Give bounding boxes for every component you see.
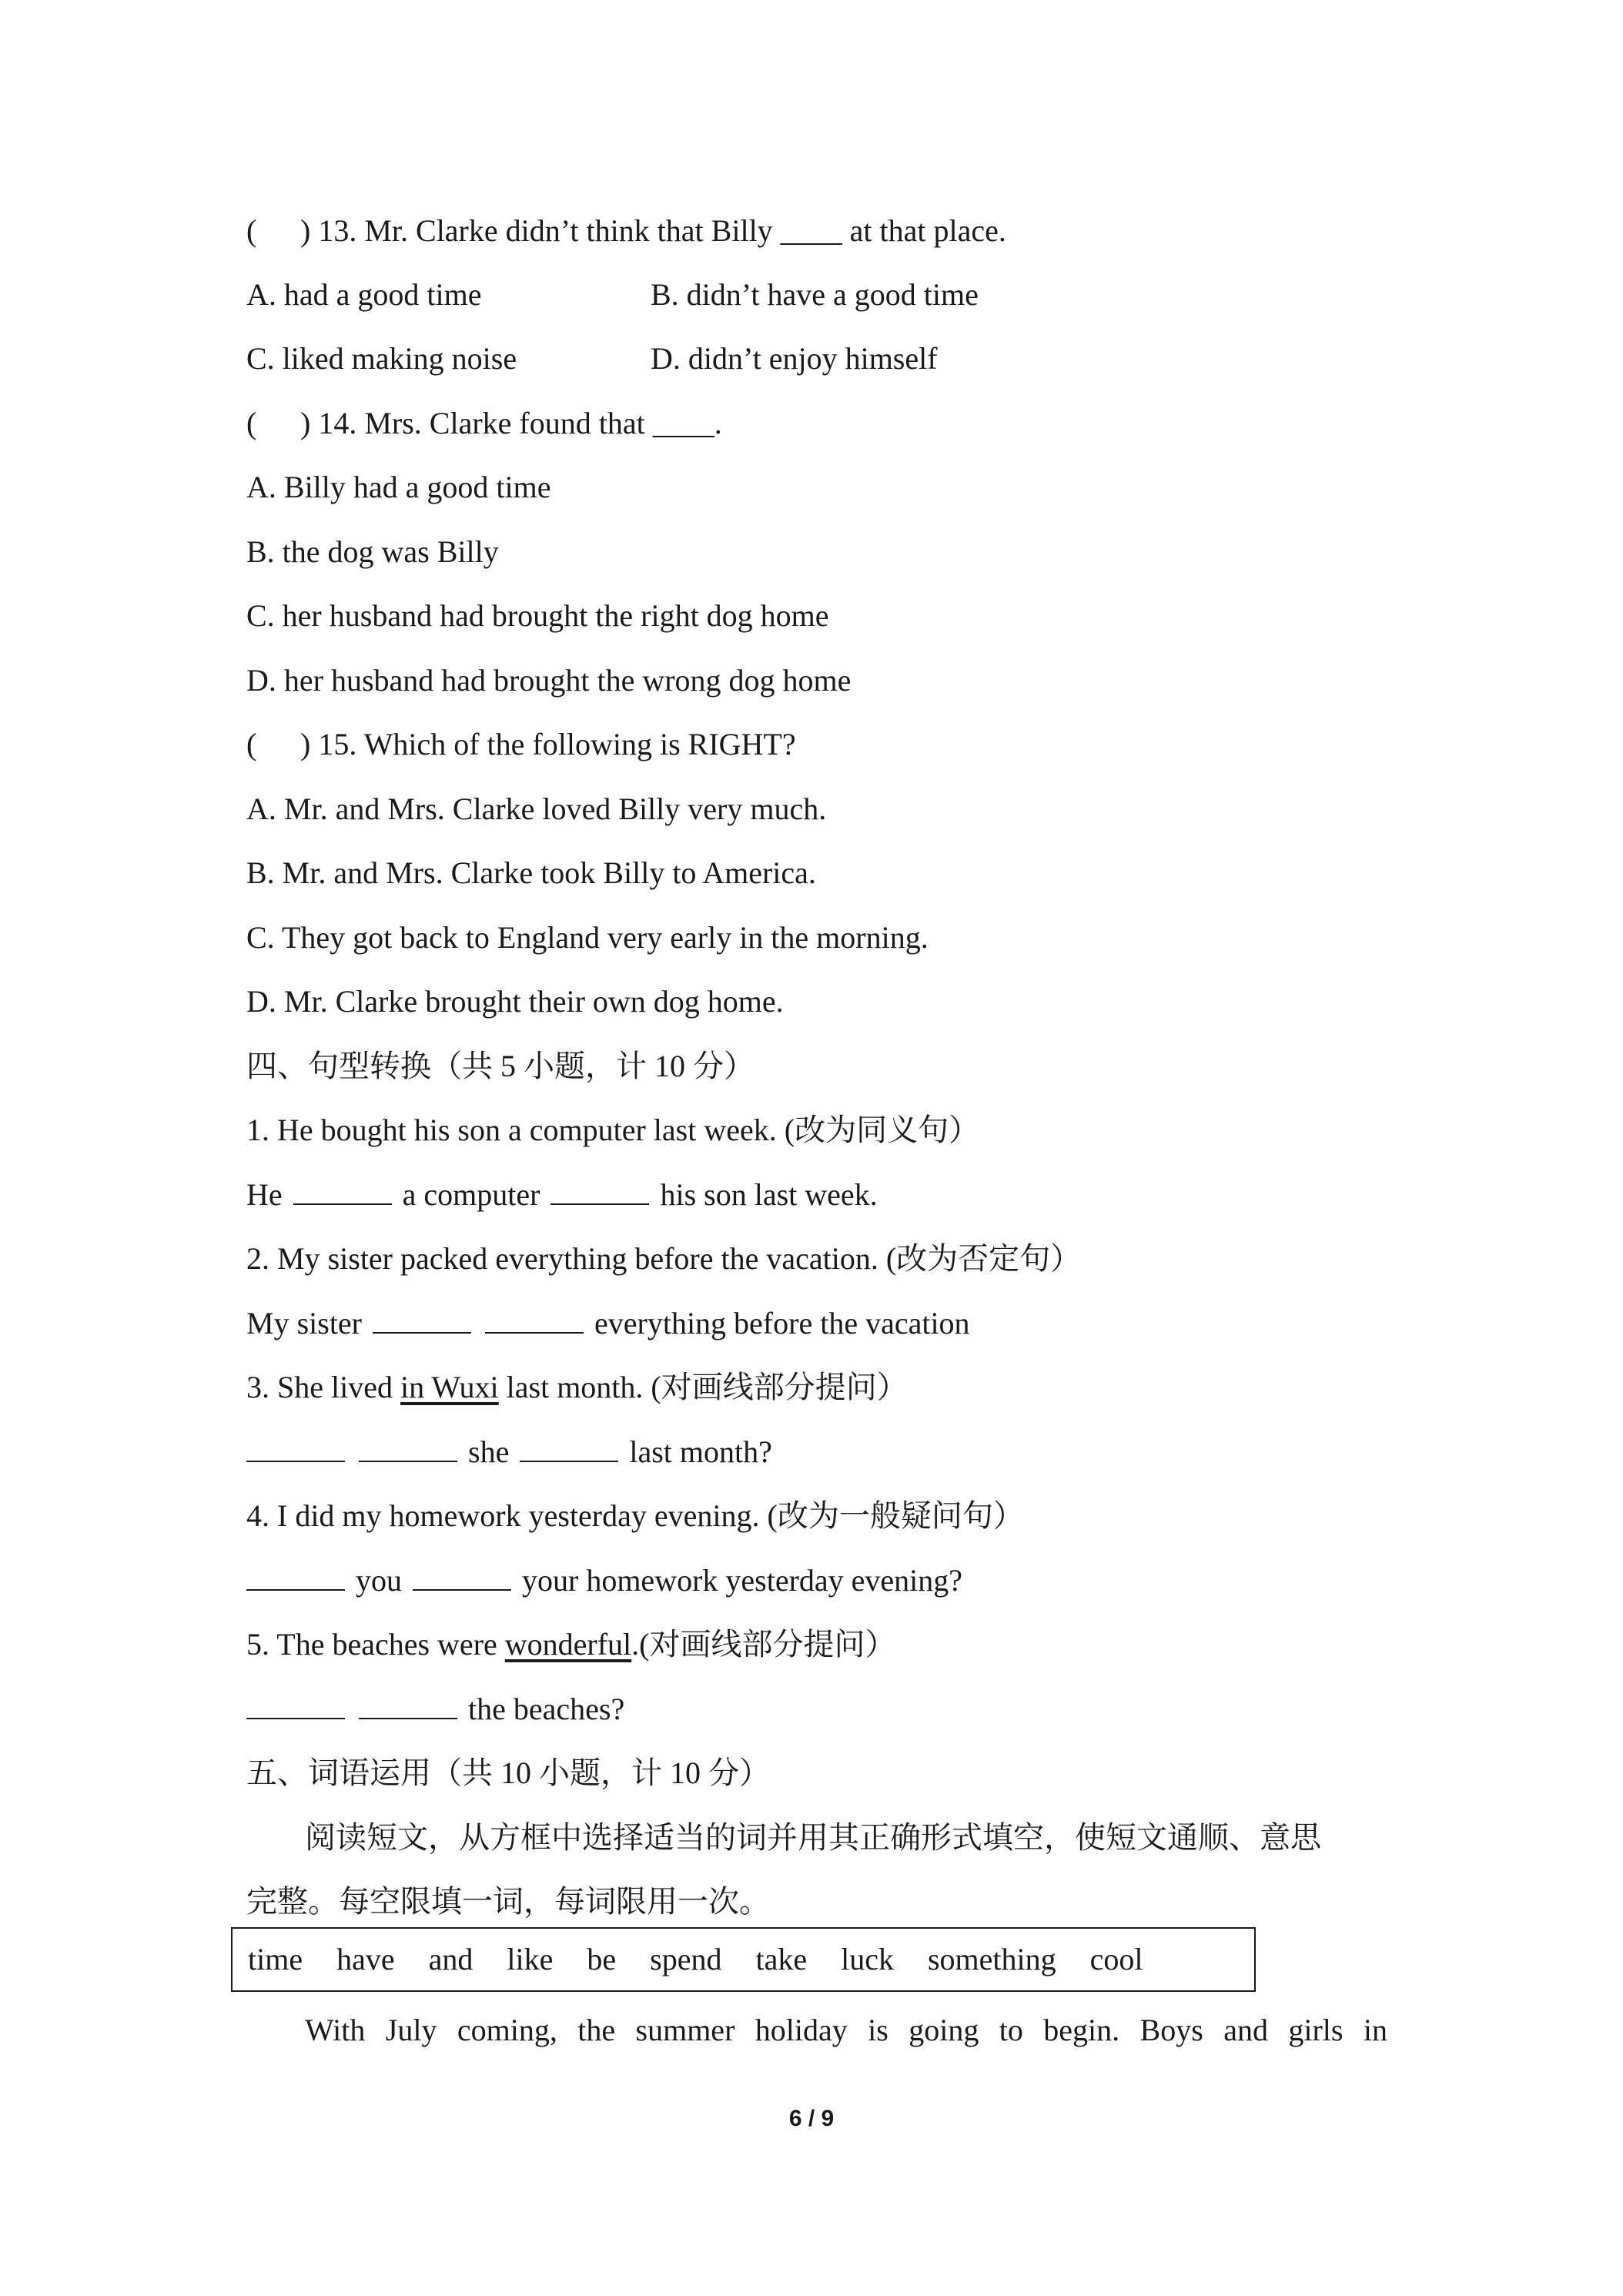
answer-blank[interactable] [520,1438,618,1462]
option-a: A. Mr. and Mrs. Clarke loved Billy very much. [246,792,827,826]
question-13-options-cd [246,336,938,382]
section-5-title: 五、词语运用（共 10 小题，计 10 分） [246,1755,770,1790]
option-a: A. Billy had a good time [246,470,551,504]
answer-blank[interactable] [246,1695,345,1719]
page-number: 6 / 9 [788,2106,835,2131]
option-d: D. her husband had brought the wrong dog home [246,663,852,698]
underlined-phrase: wonderful [504,1627,632,1662]
word-bank-item: luck [841,1942,894,1976]
answer-blank[interactable] [246,1438,345,1462]
option-d: D. didn’t enjoy himself [651,341,938,376]
transform-2-question: 2. My sister packed everything before the vacation. (改为否定句） [246,1241,1082,1276]
transform-3-answer: she last month? [246,1429,772,1475]
answer-paren-open: ( [246,213,257,248]
question-14-stem: 14. Mrs. Clarke found that ____. [318,406,722,440]
option-b: B. Mr. and Mrs. Clarke took Billy to America. [246,855,816,890]
option-c: C. her husband had brought the right dog home [246,598,829,633]
answer-paren-open: ( [246,406,257,440]
answer-blank[interactable] [373,1309,471,1334]
answer-blank[interactable] [485,1309,584,1334]
word-bank-item: something [927,1942,1056,1976]
passage-text: With July coming, the summer holiday is going to begin. Boys and girls in [305,2013,1387,2047]
option-c: C. They got back to England very early in the morning. [246,920,929,955]
section-4-title: 四、句型转换（共 5 小题，计 10 分） [246,1049,755,1083]
answer-blank[interactable] [413,1566,511,1591]
question-15 [246,721,796,768]
word-bank-item: take [755,1942,808,1976]
question-13-stem: 13. Mr. Clarke didn’t think that Billy ____ at that place. [318,213,1006,248]
word-bank-item: be [587,1942,617,1976]
answer-blank[interactable] [293,1180,392,1205]
section-5-instruction-cont: 完整。每空限填一词，每词限用一次。 [246,1884,770,1919]
word-bank-item: spend [650,1942,722,1976]
answer-paren-close: ) [300,213,311,248]
option-d: D. Mr. Clarke brought their own dog home. [246,984,784,1019]
option-b: B. the dog was Billy [246,534,499,569]
transform-1-answer: He a computer his son last week. [246,1177,878,1212]
answer-paren-close: ) [300,406,311,440]
answer-blank[interactable] [359,1438,457,1462]
question-15-stem: 15. Which of the following is RIGHT? [318,727,796,761]
transform-5-question: 5. The beaches were wonderful.(对画线部分提问） [246,1627,896,1662]
transform-5-answer: the beaches? [246,1686,624,1732]
answer-blank[interactable] [246,1566,345,1591]
word-bank-item: cool [1089,1942,1143,1976]
section-5-instruction: 阅读短文，从方框中选择适当的词并用其正确形式填空，使短文通顺、意思 [305,1820,1321,1855]
word-bank [248,1936,1170,1983]
option-b: B. didn’t have a good time [651,277,979,312]
answer-paren-open: ( [246,727,257,761]
question-13-options-ab [246,272,979,318]
answer-blank[interactable] [550,1180,649,1205]
answer-blank[interactable] [359,1695,457,1719]
transform-4-question: 4. I did my homework yesterday evening. (改为一般疑问句） [246,1498,1024,1533]
question-14 [246,400,722,447]
option-c: C. liked making noise [246,341,517,376]
word-bank-item: have [336,1942,395,1976]
word-bank-item: like [507,1942,554,1976]
word-bank-item: and [428,1942,474,1976]
option-a: A. had a good time [246,277,482,312]
word-bank-box [231,1927,1256,1992]
transform-1-question: 1. He bought his son a computer last week. (改为同义句） [246,1113,980,1147]
transform-3-question: 3. She lived in Wuxi last month. (对画线部分提问） [246,1370,908,1404]
underlined-phrase: in Wuxi [400,1370,499,1404]
question-13 [246,208,1006,254]
word-bank-item: time [248,1942,303,1976]
transform-2-answer: My sister everything before the vacation [246,1306,970,1340]
answer-paren-close: ) [300,727,311,761]
transform-4-answer: you your homework yesterday evening? [246,1558,962,1604]
